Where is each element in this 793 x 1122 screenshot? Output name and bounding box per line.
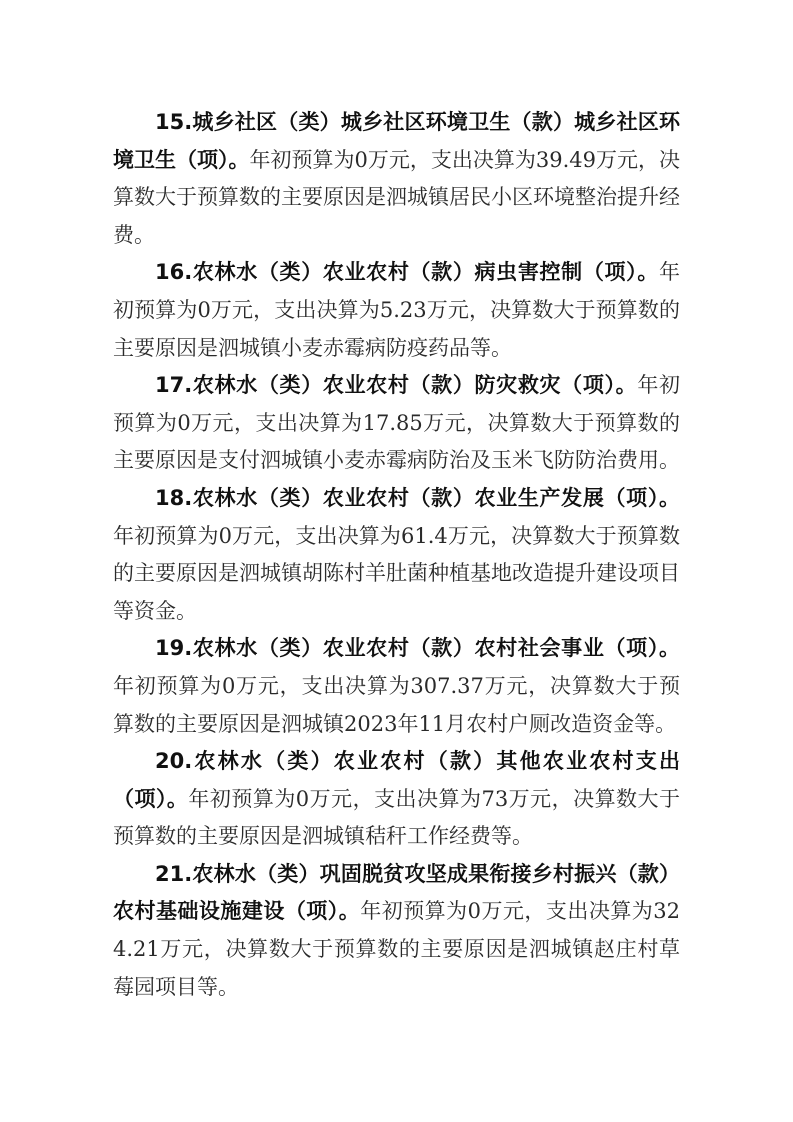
- item-heading: 19.农林水（类）农业农村（款）农村社会事业（项）。: [155, 636, 680, 661]
- item-text: 年初预算为0万元，支出决算为61.4万元，决算数大于预算数的主要原因是泗城镇胡陈村羊肚菌种植基地改造提升建设项目等资金。: [113, 523, 680, 623]
- item-text: 年初预算为0万元，支出决算为73万元，决算数大于预算数的主要原因是泗城镇秸秆工作经费等。: [113, 786, 681, 849]
- item-text: 年初预算为0万元，支出决算为17.85万元，决算数大于预算数的主要原因是支付泗城镇小麦赤霉病防治及玉米飞防防治费用。: [113, 373, 681, 473]
- document-body: [113, 104, 680, 1006]
- item-text: 年初预算为0万元，支出决算为5.23万元，决算数大于预算数的主要原因是泗城镇小麦赤霉病防疫药品等。: [113, 260, 680, 360]
- paragraph-item-17: [113, 367, 680, 480]
- paragraph-item-18: [113, 480, 680, 630]
- item-text: 年初预算为0万元，支出决算为324.21万元，决算数大于预算数的主要原因是泗城镇赵庄村草莓园项目等。: [113, 899, 680, 999]
- paragraph-item-20: [113, 743, 680, 856]
- item-text: 年初预算为0万元，支出决算为39.49万元，决算数大于预算数的主要原因是泗城镇居民小区环境整治提升经费。: [113, 147, 681, 247]
- item-heading: 16.农林水（类）农业农村（款）病虫害控制（项）。: [155, 260, 659, 285]
- paragraph-item-16: [113, 254, 680, 367]
- item-heading: 21.农林水（类）巩固脱贫攻坚成果衔接乡村振兴（款）农村基础设施建设（项）。: [113, 861, 680, 924]
- paragraph-item-19: [113, 630, 680, 743]
- item-heading: 18.农林水（类）农业农村（款）农业生产发展（项）。: [155, 485, 680, 510]
- paragraph-item-21: [113, 856, 680, 1006]
- paragraph-item-15: [113, 104, 680, 254]
- item-heading: 15.城乡社区（类）城乡社区环境卫生（款）城乡社区环境卫生（项）。: [113, 110, 680, 172]
- item-heading: 20.农林水（类）农业农村（款）其他农业农村支出（项）。: [113, 749, 680, 811]
- item-text: 年初预算为0万元，支出决算为307.37万元，决算数大于预算数的主要原因是泗城镇2023年11月农村户厕改造资金等。: [113, 673, 680, 736]
- item-heading: 17.农林水（类）农业农村（款）防灾救灾（项）。: [155, 373, 638, 398]
